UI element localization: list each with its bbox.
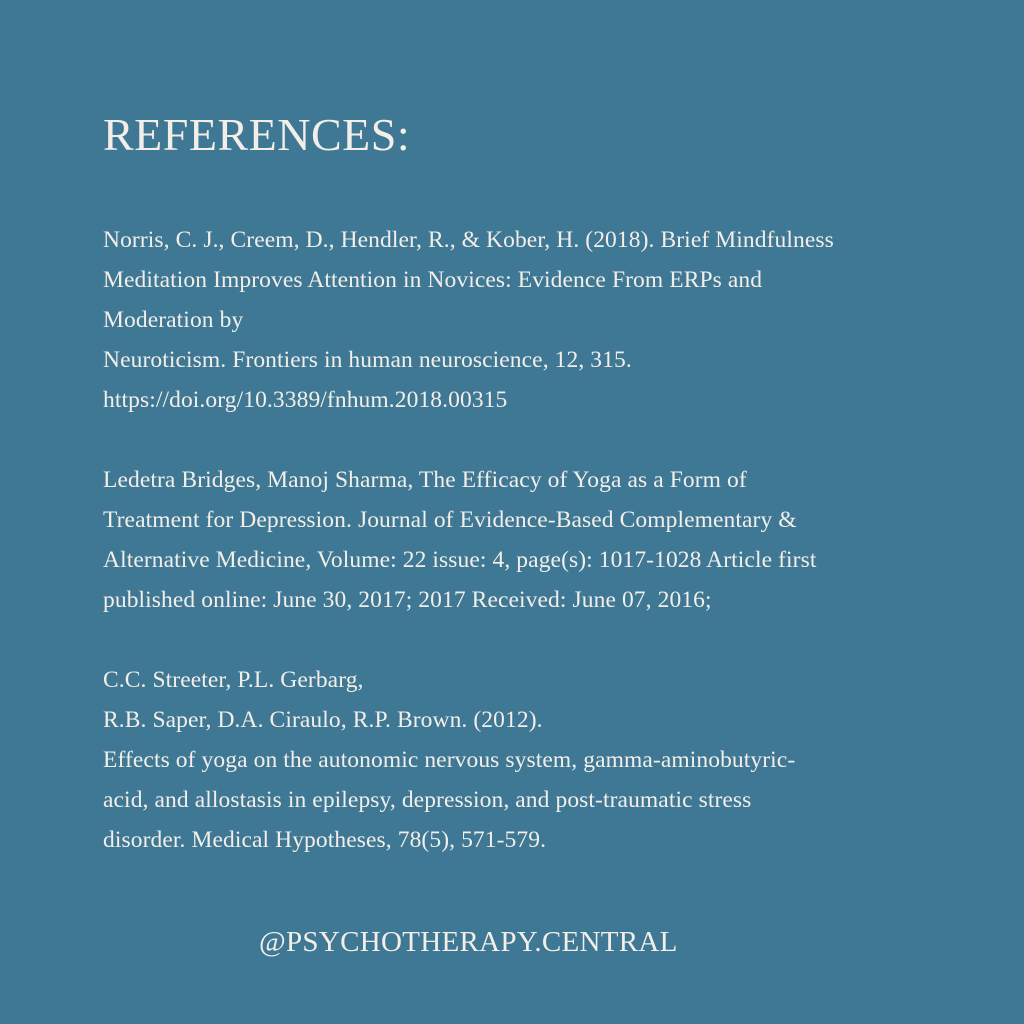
reference-line: Effects of yoga on the autonomic nervous system, gamma-aminobutyric- — [103, 747, 796, 773]
reference-line: C.C. Streeter, P.L. Gerbarg, — [103, 667, 364, 693]
reference-line: Moderation by — [103, 307, 244, 333]
reference-line: Treatment for Depression. Journal of Evidence-Based Complementary & — [103, 507, 797, 533]
reference-line: acid, and allostasis in epilepsy, depression, and post-traumatic stress — [103, 787, 752, 813]
reference-doi-link: https://doi.org/10.3389/fnhum.2018.00315 — [103, 387, 508, 413]
page-title: REFERENCES: — [103, 109, 411, 160]
reference-line: published online: June 30, 2017; 2017 Received: June 07, 2016; — [103, 587, 712, 613]
reference-item-bridges — [103, 460, 963, 620]
reference-line: R.B. Saper, D.A. Ciraulo, R.P. Brown. (2012). — [103, 707, 543, 733]
reference-item-streeter — [103, 660, 963, 860]
reference-line: Alternative Medicine, Volume: 22 issue: 4, page(s): 1017-1028 Article first — [103, 547, 817, 573]
footer-handle: @PSYCHOTHERAPY.CENTRAL — [259, 926, 678, 958]
reference-list — [103, 220, 963, 900]
reference-line: disorder. Medical Hypotheses, 78(5), 571-579. — [103, 827, 547, 853]
reference-line: Neuroticism. Frontiers in human neuroscience, 12, 315. — [103, 347, 632, 373]
reference-line: Ledetra Bridges, Manoj Sharma, The Efficacy of Yoga as a Form of — [103, 467, 747, 493]
reference-line: Meditation Improves Attention in Novices: Evidence From ERPs and — [103, 267, 763, 293]
reference-line: Norris, C. J., Creem, D., Hendler, R., & Kober, H. (2018). Brief Mindfulness — [103, 227, 834, 253]
reference-item-norris — [103, 220, 963, 420]
